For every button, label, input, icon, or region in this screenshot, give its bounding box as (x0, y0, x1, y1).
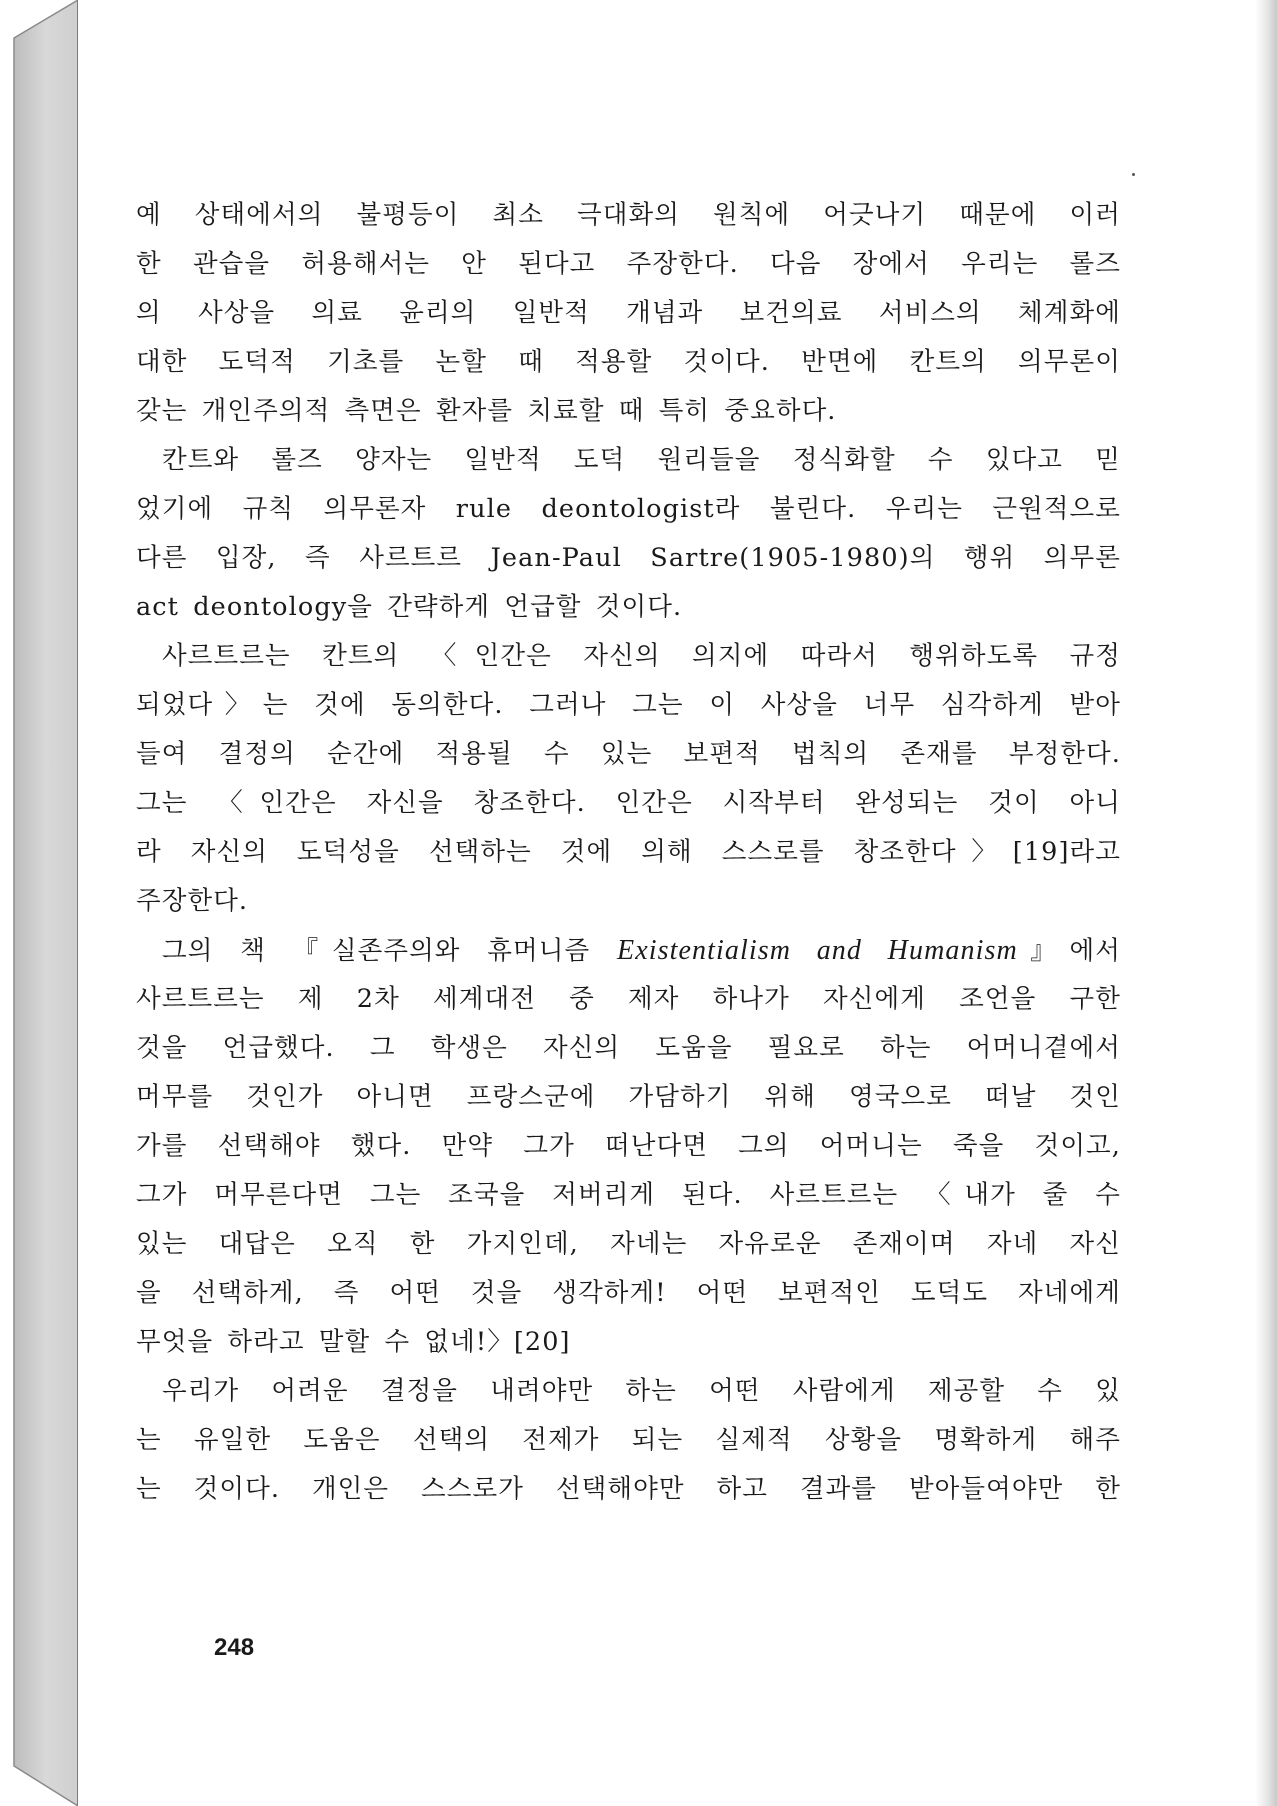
text-line: act deontology을 간략하게 언급할 것이다. (136, 592, 683, 622)
text-line: 칸트와 롤즈 양자는 일반적 도덕 원리들을 정식화할 수 있다고 믿 (162, 445, 1121, 475)
text-line: 는 것이다. 개인은 스스로가 선택해야만 하고 결과를 받아들여야만 한 (136, 1474, 1121, 1504)
text-line: 예 상태에서의 불평등이 최소 극대화의 원칙에 어긋나기 때문에 이러 (136, 200, 1121, 230)
text-segment: 』에서 (1017, 936, 1121, 966)
page-number: 248 (214, 1634, 255, 1661)
text-line: 었기에 규칙 의무론자 rule deontologist라 불린다. 우리는 근원적으로 (136, 494, 1121, 524)
text-line: 갖는 개인주의적 측면은 환자를 치료할 때 특히 중요하다. (136, 396, 837, 426)
text-line: 라 자신의 도덕성을 선택하는 것에 의해 스스로를 창조한다〉[19]라고 (136, 837, 1121, 867)
text-line: 우리가 어려운 결정을 내려야만 하는 어떤 사람에게 제공할 수 있 (162, 1376, 1121, 1406)
text-segment: 그의 책 『실존주의와 휴머니즘 (162, 936, 617, 966)
text-line: 가를 선택해야 했다. 만약 그가 떠난다면 그의 어머니는 죽을 것이고, (136, 1131, 1121, 1161)
book-page-block-edge (0, 0, 90, 1806)
page-body-text (136, 191, 1121, 1514)
text-line: 의 사상을 의료 윤리의 일반적 개념과 보건의료 서비스의 체계화에 (136, 298, 1121, 328)
text-line: 사르트르는 칸트의 〈인간은 자신의 의지에 따라서 행위하도록 규정 (162, 641, 1121, 671)
text-line: 그는 〈인간은 자신을 창조한다. 인간은 시작부터 완성되는 것이 아니 (136, 788, 1121, 818)
text-line: 무엇을 하라고 말할 수 없네!〉[20] (136, 1327, 571, 1357)
text-line: 되었다〉는 것에 동의한다. 그러나 그는 이 사상을 너무 심각하게 받아 (136, 690, 1121, 720)
text-line: 있는 대답은 오직 한 가지인데, 자네는 자유로운 존재이며 자네 자신 (136, 1229, 1121, 1259)
text-line: 주장한다. (136, 886, 249, 916)
text-line: 는 유일한 도움은 선택의 전제가 되는 실제적 상황을 명확하게 해주 (136, 1425, 1121, 1455)
text-line (136, 926, 1121, 975)
text-line: 대한 도덕적 기초를 논할 때 적용할 것이다. 반면에 칸트의 의무론이 (136, 347, 1121, 377)
page-right-edge-shadow (1255, 0, 1277, 1806)
text-line: 것을 언급했다. 그 학생은 자신의 도움을 필요로 하는 어머니곁에서 (136, 1033, 1121, 1063)
text-line: 그가 머무른다면 그는 조국을 저버리게 된다. 사르트르는 〈내가 줄 수 (136, 1180, 1121, 1210)
text-line: 들여 결정의 순간에 적용될 수 있는 보편적 법칙의 존재를 부정한다. (136, 739, 1121, 769)
text-line: 사르트르는 제 2차 세계대전 중 제자 하나가 자신에게 조언을 구한 (136, 984, 1121, 1014)
text-line: 다른 입장, 즉 사르트르 Jean-Paul Sartre(1905-1980)의 행위 의무론 (136, 543, 1121, 573)
text-line: 한 관습을 허용해서는 안 된다고 주장한다. 다음 장에서 우리는 롤즈 (136, 249, 1121, 279)
scan-speck (1132, 173, 1135, 176)
text-line: 을 선택하게, 즉 어떤 것을 생각하게! 어떤 보편적인 도덕도 자네에게 (136, 1278, 1121, 1308)
book-title-italic: Existentialism and Humanism (617, 935, 1018, 966)
text-line: 머무를 것인가 아니면 프랑스군에 가담하기 위해 영국으로 떠날 것인 (136, 1082, 1121, 1112)
